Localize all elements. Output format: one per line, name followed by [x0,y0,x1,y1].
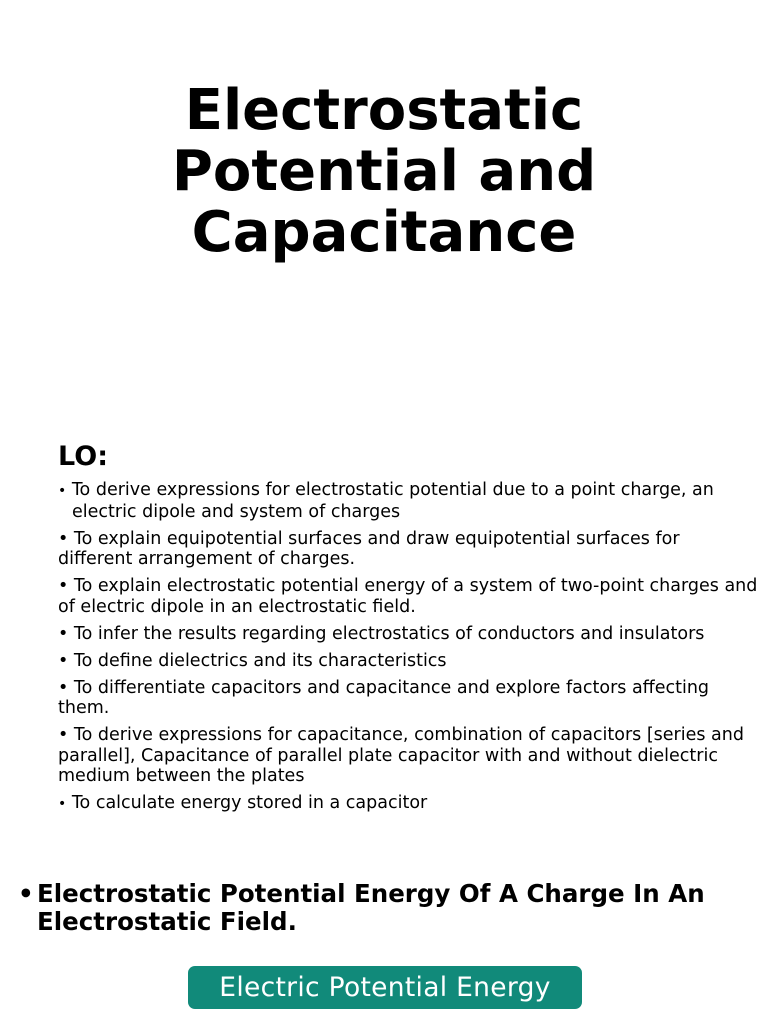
bullet-icon: • [58,483,67,499]
list-item-text: To derive expressions for electrostatic potential due to a point charge, an electric dipole and system of charges [71,480,714,522]
bullet-icon: • [58,576,69,596]
bullet-icon: • [58,623,69,644]
title-line-2: Potential and [171,139,597,204]
bullet-icon: • [58,796,67,812]
electric-potential-energy-banner: Electric Potential Energy [188,966,582,1009]
list-item-text: To calculate energy stored in a capacitor [71,793,428,813]
list-item [58,725,758,787]
list-item-text: To derive expressions for capacitance, combination of capacitors [series and parallel], Capacitance of parallel plate capacitor with and without dielectric medium between the plates [58,725,744,786]
learning-objectives-list [58,480,758,821]
list-item [58,480,758,522]
list-item [58,624,758,645]
title-line-3: Capacitance [191,200,577,265]
list-item [58,529,758,570]
bullet-icon: • [58,650,69,671]
page-title [0,80,768,263]
list-item-text: To infer the results regarding electrostatics of conductors and insulators [73,623,705,644]
section-heading-text: Electrostatic Potential Energy Of A Charge In An Electrostatic Field. [37,879,705,936]
section-heading [18,880,737,936]
list-item-text: To define dielectrics and its characteristics [73,650,447,671]
bullet-icon: • [18,879,34,908]
list-item [58,793,758,815]
list-item-text: To differentiate capacitors and capacitance and explore factors affecting them. [58,677,710,718]
list-item [58,651,758,672]
title-line-1: Electrostatic [184,78,584,143]
list-item [58,576,758,617]
bullet-icon: • [58,725,69,745]
list-item-text: To explain electrostatic potential energy of a system of two-point charges and of electric dipole in an electrostatic field. [58,576,758,617]
lo-heading: LO: [58,441,108,472]
list-item [58,678,758,719]
bullet-icon: • [58,528,69,549]
bullet-icon: • [58,677,69,698]
list-item-text: To explain equipotential surfaces and draw equipotential surfaces for different arrangement of charges. [58,528,680,569]
